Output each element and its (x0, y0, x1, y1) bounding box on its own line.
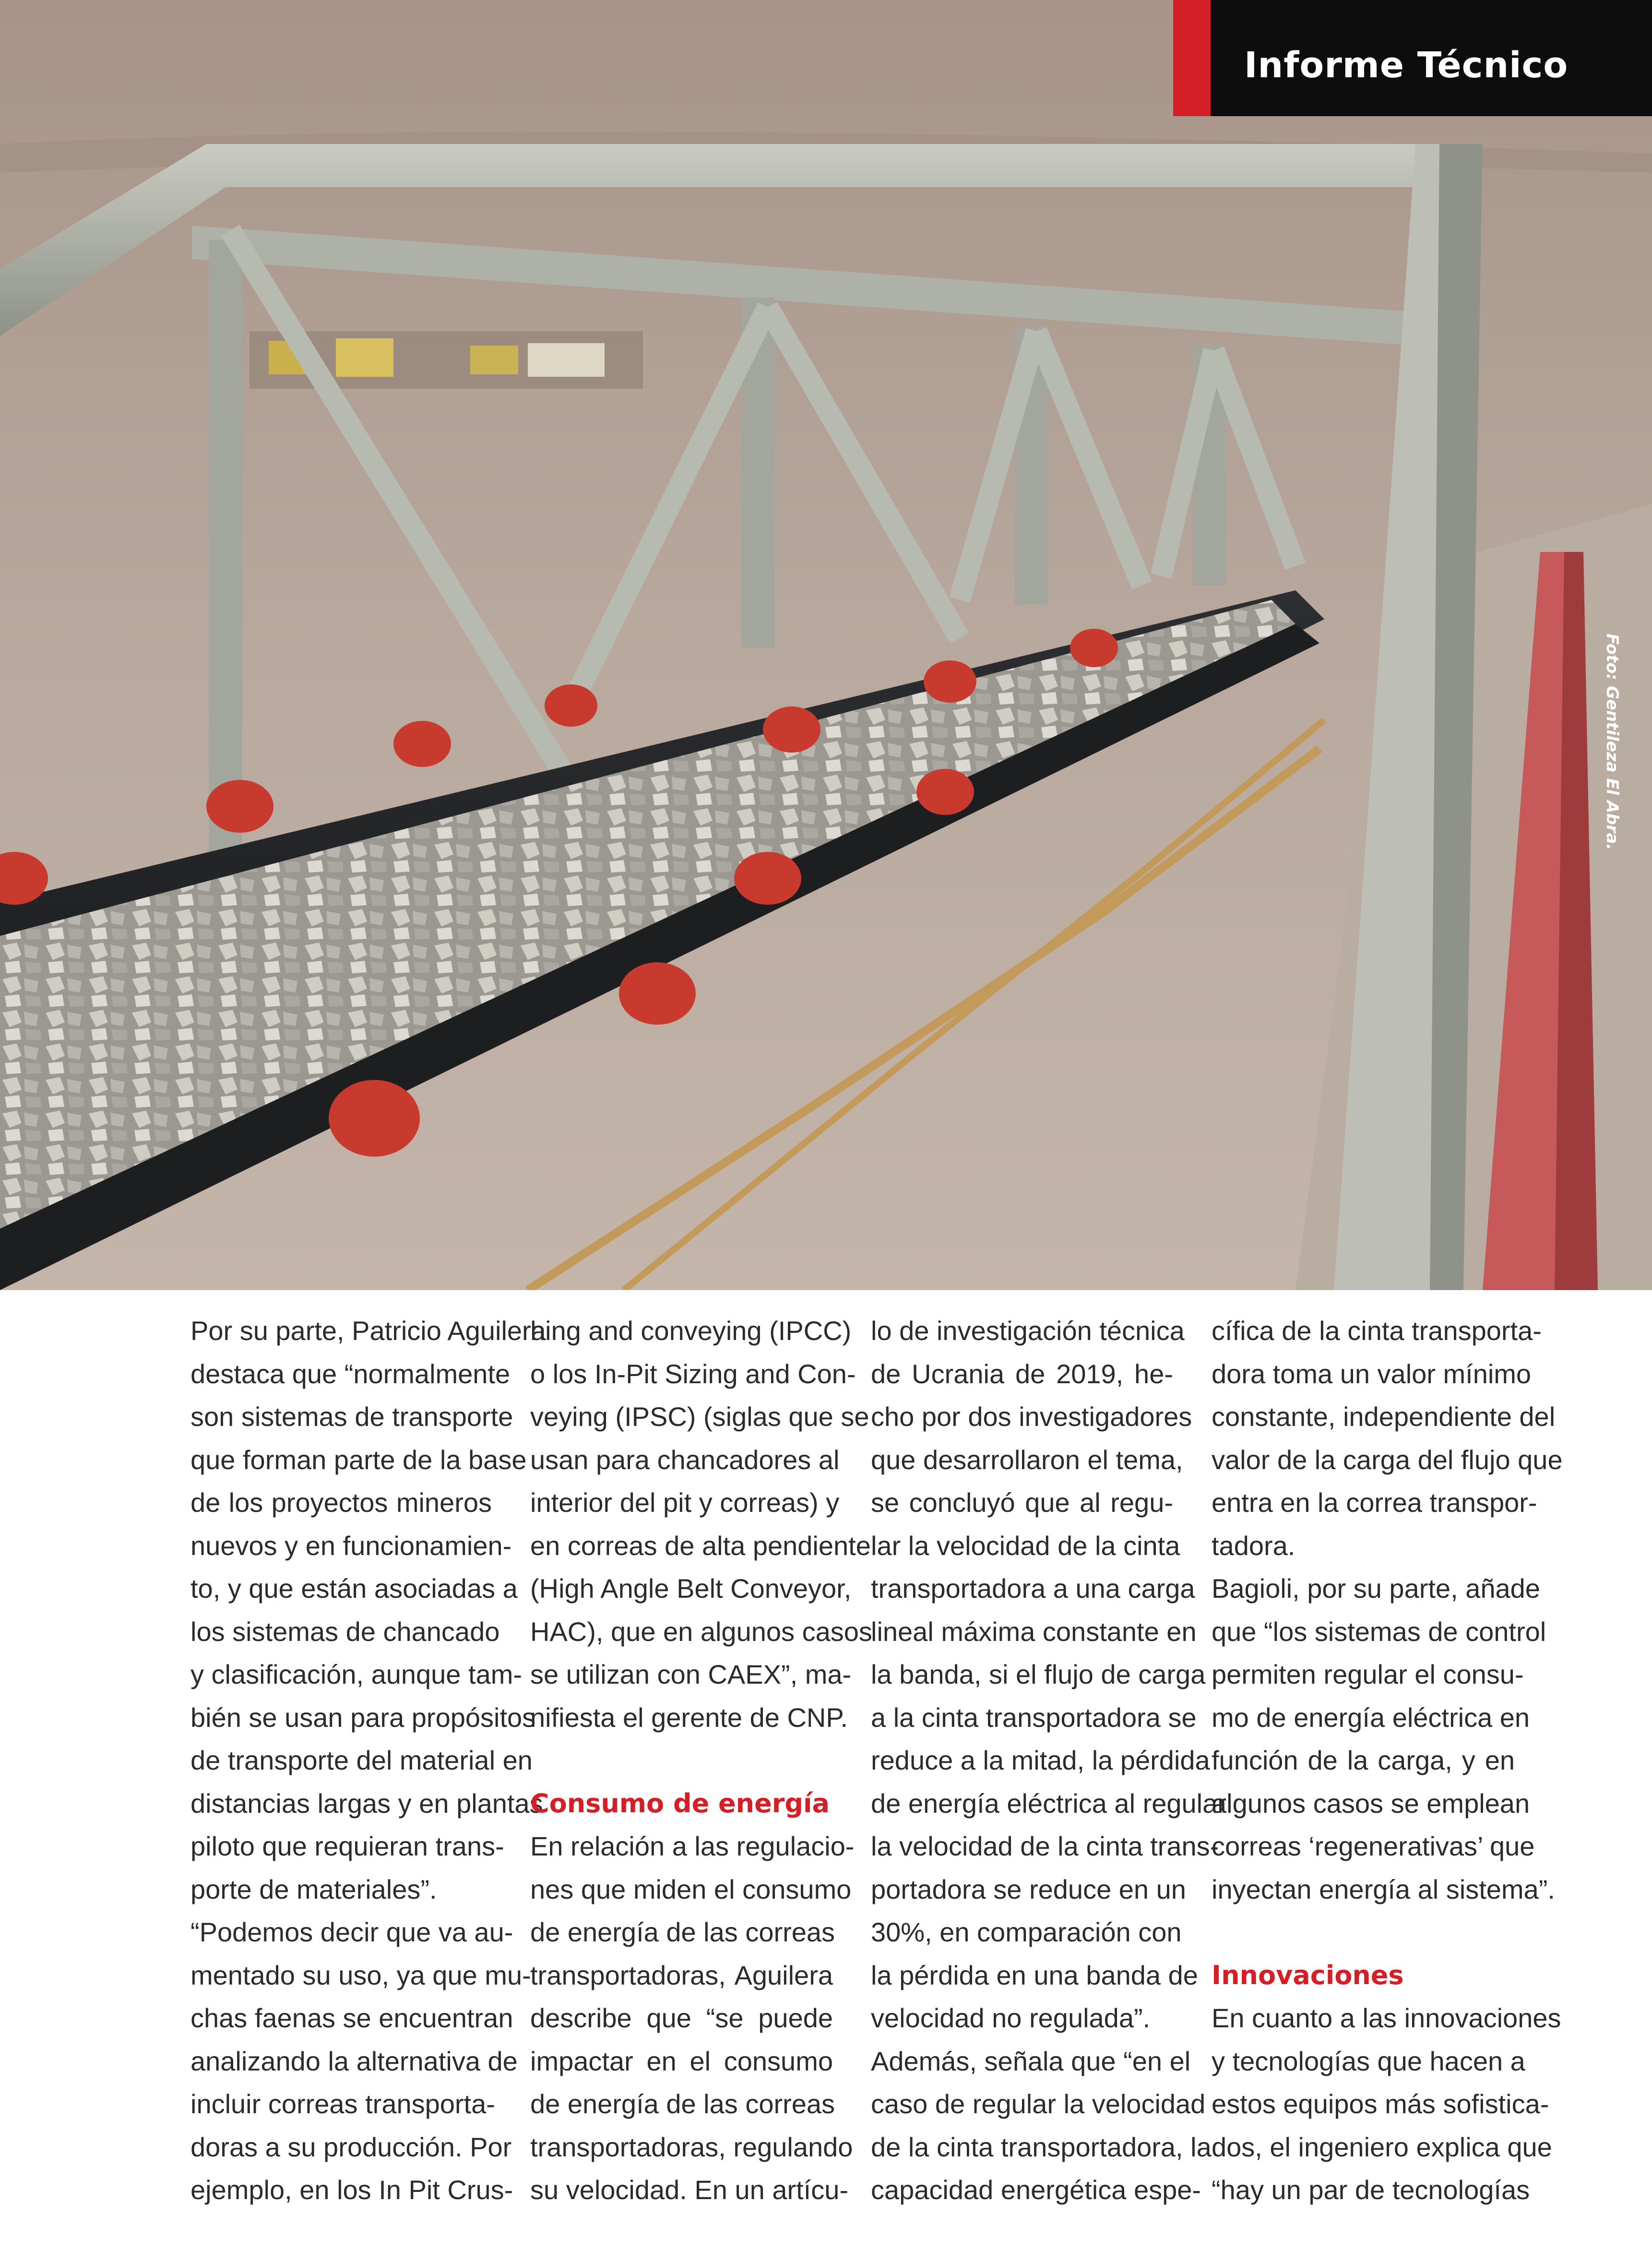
text-line: o los In-Pit Sizing and Con- (530, 1358, 856, 1389)
text-line: cho por dos investigadores (871, 1401, 1192, 1432)
text-line: y tecnologías que hacen a (1212, 2046, 1525, 2076)
text-line: inyectan energía al sistema”. (1212, 1874, 1555, 1904)
text-line: constante, independiente del (1212, 1401, 1556, 1432)
text-line: lo de investigación técnica (871, 1316, 1185, 1346)
text-line: en correas de alta pendiente (530, 1530, 871, 1561)
text-line: (High Angle Belt Conveyor, (530, 1573, 852, 1604)
text-line: transportadoras, regulando (530, 2131, 853, 2162)
text-line: cífica de la cinta transporta- (1212, 1316, 1542, 1346)
text-line: tadora. (1212, 1530, 1295, 1561)
text-line: algunos casos se emplean (1212, 1788, 1530, 1819)
text-line: Por su parte, Patricio Aguilera (190, 1316, 546, 1346)
text-line: permiten regular el consu- (1212, 1659, 1524, 1689)
text-line: estos equipos más sofistica- (1212, 2089, 1549, 2119)
text-line: que “los sistemas de control (1212, 1616, 1546, 1647)
text-line: entra en la correa transpor- (1212, 1487, 1537, 1518)
text-line: y clasificación, aunque tam- (190, 1659, 523, 1689)
paragraph-gap (1212, 1911, 1515, 1954)
text-line: nuevos y en funcionamien- (190, 1530, 512, 1561)
section-tab-label: Informe Técnico (1211, 0, 1652, 116)
photo-credit-text: Foto: Gentileza El Abra. (1603, 634, 1622, 850)
text-line: distancias largas y en plantas (190, 1788, 543, 1819)
text-line: Además, señala que “en el (871, 2046, 1191, 2076)
article-column-2 (530, 1309, 872, 2212)
text-line: la velocidad de la cinta trans- (871, 1831, 1219, 1861)
subheading-consumo-de-energia: Consumo de energía (530, 1788, 830, 1819)
text-line: se concluyó que al regu- (871, 1487, 1173, 1518)
text-line: de los proyectos mineros (190, 1487, 492, 1518)
text-line: de energía de las correas (530, 1917, 835, 1947)
text-line: interior del pit y correas) y (530, 1487, 840, 1518)
text-line: hing and conveying (IPCC) (530, 1316, 852, 1346)
text-line: capacidad energética espe- (871, 2175, 1201, 2205)
article-column-3 (871, 1309, 1226, 2212)
text-line: portadora se reduce en un (871, 1874, 1186, 1904)
text-line: dos, el ingeniero explica que (1212, 2131, 1552, 2162)
text-line: piloto que requieran trans- (190, 1831, 504, 1861)
text-line: transportadora a una carga (871, 1573, 1195, 1604)
subheading-innovaciones: Innovaciones (1212, 1960, 1404, 1990)
text-line: que desarrollaron el tema, (871, 1444, 1183, 1475)
text-line: “Podemos decir que va au- (190, 1917, 513, 1947)
text-line: la pérdida en una banda de (871, 1960, 1198, 1990)
text-line: nes que miden el consumo (530, 1874, 852, 1904)
text-line: mentado su uso, ya que mu- (190, 1960, 531, 1990)
text-line: los sistemas de chancado (190, 1616, 500, 1647)
text-line: 30%, en comparación con (871, 1917, 1182, 1947)
text-line: de transporte del material en (190, 1745, 533, 1775)
section-tab (1173, 0, 1652, 116)
text-line: lineal máxima constante en (871, 1616, 1197, 1647)
text-line: velocidad no regulada”. (871, 2003, 1151, 2033)
text-line: HAC), que en algunos casos (530, 1616, 872, 1647)
text-line: porte de materiales”. (190, 1874, 437, 1904)
text-line: analizando la alternativa de (190, 2046, 518, 2076)
text-line: chas faenas se encuentran (190, 2003, 513, 2033)
text-line: veying (IPSC) (siglas que se (530, 1401, 869, 1432)
text-line: que forman parte de la base (190, 1444, 527, 1475)
text-line: describe que “se puede (530, 2003, 833, 2033)
text-line: nifiesta el gerente de CNP. (530, 1702, 848, 1733)
text-line: usan para chancadores al (530, 1444, 840, 1475)
text-line: destaca que “normalmente (190, 1358, 511, 1389)
text-line: de energía eléctrica al regular (871, 1788, 1226, 1819)
text-line: su velocidad. En un artícu- (530, 2175, 849, 2205)
text-line: se utilizan con CAEX”, ma- (530, 1659, 852, 1689)
article-column-1 (190, 1309, 546, 2212)
text-line: valor de la carga del flujo que (1212, 1444, 1563, 1475)
text-line: correas ‘regenerativas’ que (1212, 1831, 1535, 1861)
text-line: incluir correas transporta- (190, 2089, 495, 2119)
text-line: Bagioli, por su parte, añade (1212, 1573, 1540, 1604)
text-line: to, y que están asociadas a (190, 1573, 518, 1604)
text-line: a la cinta transportadora se (871, 1702, 1197, 1733)
text-line: de Ucrania de 2019, he- (871, 1358, 1173, 1389)
text-line: la banda, si el flujo de carga (871, 1659, 1206, 1689)
text-line: de la cinta transportadora, la (871, 2131, 1212, 2162)
paragraph-gap (530, 1739, 833, 1782)
text-line: En cuanto a las innovaciones (1212, 2003, 1561, 2033)
text-line: doras a su producción. Por (190, 2131, 512, 2162)
text-line: función de la carga, y en (1212, 1745, 1515, 1775)
text-line: impactar en el consumo (530, 2046, 833, 2076)
article-column-4 (1212, 1309, 1563, 2212)
text-line: En relación a las regulacio- (530, 1831, 855, 1861)
text-line: caso de regular la velocidad (871, 2089, 1206, 2119)
text-line: transportadoras, Aguilera (530, 1960, 833, 1990)
text-line: ejemplo, en los In Pit Crus- (190, 2175, 513, 2205)
text-line: bién se usan para propósitos (190, 1702, 536, 1733)
text-line: dora toma un valor mínimo (1212, 1358, 1532, 1389)
text-line: son sistemas de transporte (190, 1401, 513, 1432)
text-line: mo de energía eléctrica en (1212, 1702, 1530, 1733)
text-line: lar la velocidad de la cinta (871, 1530, 1180, 1561)
text-line: reduce a la mitad, la pérdida (871, 1745, 1210, 1775)
text-line: de energía de las correas (530, 2089, 835, 2119)
section-tab-accent (1173, 0, 1211, 116)
text-line: “hay un par de tecnologías (1212, 2175, 1530, 2205)
